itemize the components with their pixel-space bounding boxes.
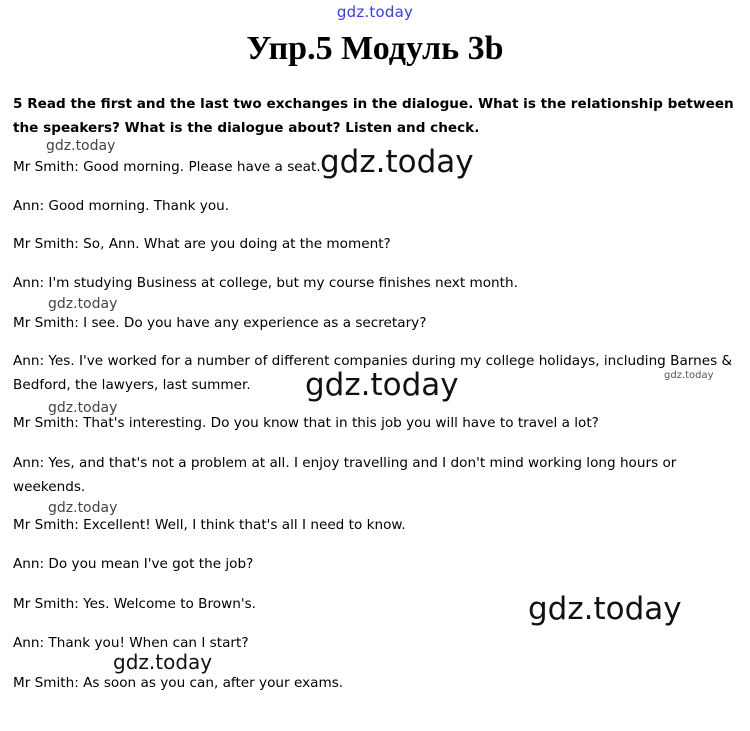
dialogue-line: Ann: Good morning. Thank you. (13, 198, 230, 214)
watermark: gdz.today (664, 370, 714, 381)
dialogue-line: Mr Smith: Good morning. Please have a seat. (13, 159, 321, 175)
dialogue-line: Ann: Yes. I've worked for a number of different companies during my college holidays, including Barnes & Bedford, the lawyers, last summer. (13, 353, 733, 393)
watermark: gdz.today (48, 500, 118, 516)
dialogue-line: Mr Smith: Excellent! Well, I think that's all I need to know. (13, 517, 406, 533)
watermark: gdz.today (305, 367, 459, 403)
dialogue-line: Mr Smith: So, Ann. What are you doing at the moment? (13, 236, 391, 252)
watermark: gdz.today (113, 650, 213, 674)
dialogue-line: Ann: I'm studying Business at college, but my course finishes next month. (13, 275, 518, 291)
dialogue-line: Ann: Yes, and that's not a problem at all. I enjoy travelling and I don't mind working long hours or weekends. (13, 455, 677, 495)
dialogue-line: Mr Smith: Yes. Welcome to Brown's. (13, 596, 256, 612)
dialogue-line: Ann: Do you mean I've got the job? (13, 556, 254, 572)
watermark: gdz.today (320, 144, 474, 180)
dialogue-line: Mr Smith: As soon as you can, after your exams. (13, 675, 344, 691)
watermark: gdz.today (48, 400, 118, 416)
dialogue-line: Mr Smith: I see. Do you have any experience as a secretary? (13, 315, 427, 331)
watermark: gdz.today (46, 138, 116, 154)
dialogue-line: Ann: Thank you! When can I start? (13, 635, 249, 651)
watermark: gdz.today (528, 591, 682, 627)
top-watermark: gdz.today (336, 3, 414, 21)
watermark: gdz.today (48, 296, 118, 312)
dialogue-line: Mr Smith: That's interesting. Do you know that in this job you will have to travel a lot? (13, 415, 599, 431)
exercise-instruction: 5 Read the first and the last two exchanges in the dialogue. What is the relationship between the speakers? What is the dialogue about? Listen and check. (13, 96, 734, 136)
page-title: Упр.5 Модуль 3b (246, 30, 504, 67)
